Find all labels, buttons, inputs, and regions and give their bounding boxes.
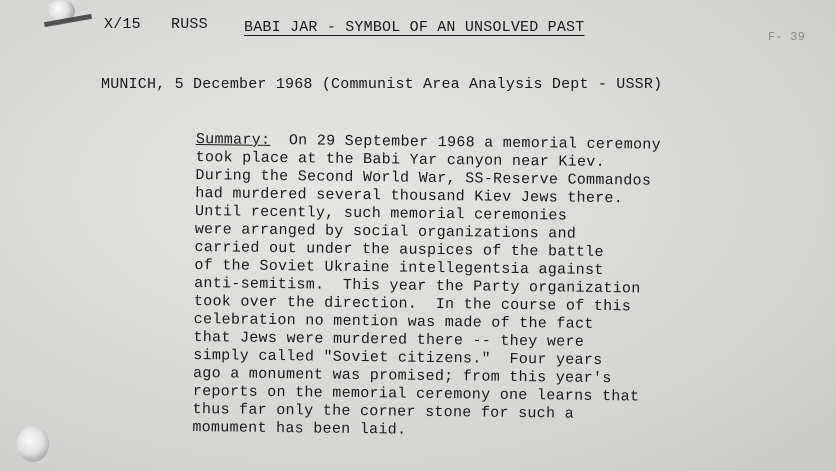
- summary-line: were arranged by social organizations and: [194, 220, 577, 243]
- summary-line: took over the direction. In the course of this: [193, 292, 632, 316]
- summary-line: took place at the Babi Yar canyon near Kiev.: [195, 148, 606, 171]
- summary-line: anti-semitism. This year the Party organization: [194, 274, 641, 298]
- summary-line: ago a monument was promised; from this year's: [192, 364, 612, 388]
- punch-hole-bottom: [17, 426, 49, 462]
- summary-line: momument has been laid.: [192, 418, 407, 439]
- summary-first-line: On 29 September 1968 a memorial ceremony: [270, 131, 662, 154]
- summary-line: reports on the memorial ceremony one learns that: [192, 382, 640, 406]
- document-title: BABI JAR - SYMBOL OF AN UNSOLVED PAST: [244, 19, 585, 36]
- reference-code: X/15: [104, 16, 141, 33]
- summary-line: of the Soviet Ukraine intellegentsia against: [194, 256, 604, 279]
- summary-label: Summary:: [195, 131, 271, 149]
- dateline: MUNICH, 5 December 1968 (Communist Area Analysis Dept - USSR): [101, 76, 663, 93]
- summary-line: thus far only the corner stone for such a: [192, 400, 575, 423]
- summary-line: simply called "Soviet citizens." Four years: [193, 346, 603, 369]
- summary-line: During the Second World War, SS-Reserve Commandos: [195, 166, 652, 190]
- department-code: RUSS: [171, 16, 208, 33]
- summary-body: [192, 131, 776, 444]
- summary-line: celebration no mention was made of the fact: [193, 310, 594, 333]
- page-mark: F- 39: [768, 30, 806, 44]
- summary-line: carried out under the auspices of the battle: [194, 238, 604, 261]
- summary-line: had murdered several thousand Kiev Jews there.: [195, 184, 624, 208]
- summary-line: that Jews were murdered there -- they were: [193, 328, 585, 351]
- summary-line: Until recently, such memorial ceremonies: [194, 202, 568, 225]
